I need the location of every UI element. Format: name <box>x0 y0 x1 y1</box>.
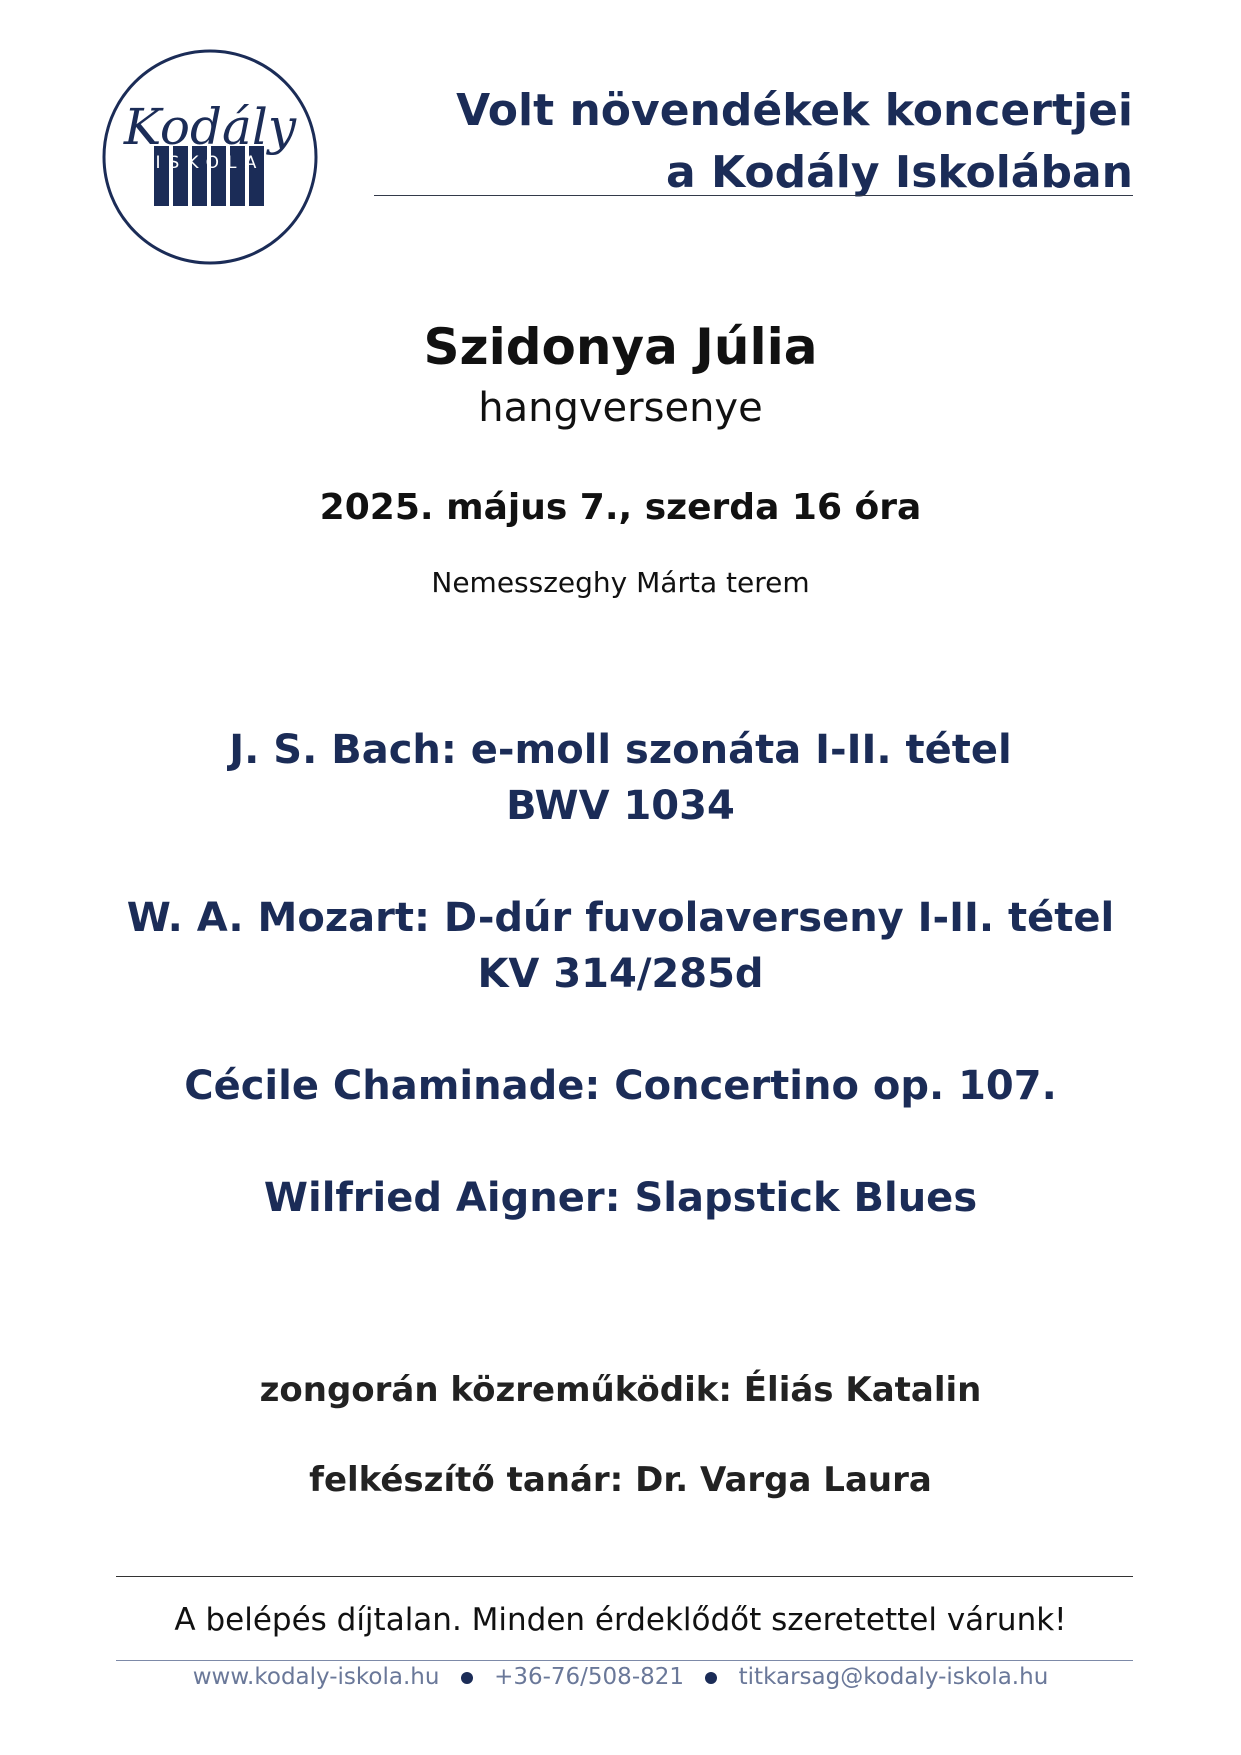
logo-emblem <box>92 40 332 276</box>
bullet-icon <box>461 1672 473 1684</box>
phone-number[interactable]: +36-76/508-821 <box>494 1664 685 1690</box>
footer-divider-2 <box>116 1660 1133 1661</box>
header-line-1: Volt növendékek koncertjei <box>456 85 1133 136</box>
admission-notice: A belépés díjtalan. Minden érdeklődőt szeretettel várunk! <box>174 1602 1067 1638</box>
performer-name: Szidonya Júlia <box>423 318 818 376</box>
header-divider <box>374 195 1133 196</box>
program-item <box>0 1170 1241 1226</box>
program-item-title: W. A. Mozart: D-dúr fuvolaverseny I-II. tétel <box>126 895 1115 941</box>
program-item-title: Wilfried Aigner: Slapstick Blues <box>263 1175 978 1221</box>
header-line-2: a Kodály Iskolában <box>666 147 1133 198</box>
contact-line <box>0 1664 1241 1690</box>
piano-credit: zongorán közreműködik: Éliás Katalin <box>259 1370 982 1410</box>
program-item <box>0 722 1241 834</box>
program-item-title: Cécile Chaminade: Concertino op. 107. <box>184 1063 1057 1109</box>
event-venue: Nemesszeghy Márta terem <box>431 566 810 599</box>
footer-divider <box>116 1576 1133 1577</box>
event-datetime: 2025. május 7., szerda 16 óra <box>319 487 922 528</box>
bullet-icon <box>705 1672 717 1684</box>
email-link[interactable]: titkarsag@kodaly-iskola.hu <box>738 1664 1049 1690</box>
logo-block-text: ISKOLA <box>155 153 265 173</box>
logo-script-text: Kodály <box>123 98 297 156</box>
teacher-credit: felkészítő tanár: Dr. Varga Laura <box>309 1460 932 1500</box>
program-item-catalog: KV 314/285d <box>477 951 764 997</box>
concert-word: hangversenye <box>478 385 763 431</box>
header-title <box>433 80 1133 204</box>
program-item <box>0 1058 1241 1114</box>
school-logo <box>92 40 332 276</box>
website-link[interactable]: www.kodaly-iskola.hu <box>192 1664 440 1690</box>
program-item-catalog: BWV 1034 <box>506 783 735 829</box>
program-list <box>0 722 1241 1282</box>
program-item-title: J. S. Bach: e-moll szonáta I-II. tétel <box>229 727 1012 773</box>
program-item <box>0 890 1241 1002</box>
